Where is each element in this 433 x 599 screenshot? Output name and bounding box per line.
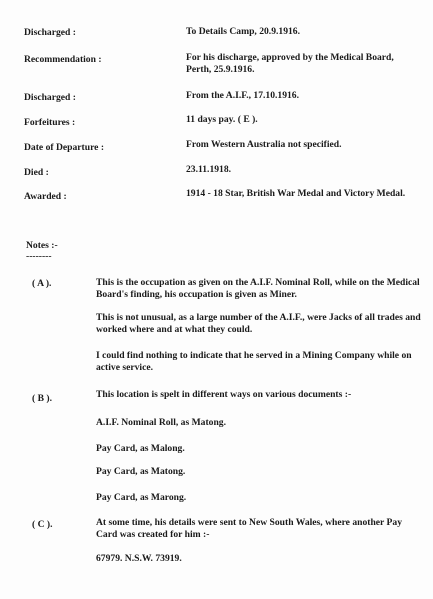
notes-heading: Notes :- [26,240,58,251]
note-b-item-1: A.I.F. Nominal Roll, as Matong. [96,417,226,428]
note-c-mark: ( C ). [32,519,53,530]
field-value-died: 23.11.1918. [186,164,232,175]
field-value-forfeitures: 11 days pay. ( E ). [186,114,258,125]
field-value-awarded: 1914 - 18 Star, British War Medal and Victory Medal. [186,188,406,199]
note-a-mark: ( A ). [32,278,52,289]
field-label-discharged-2: Discharged : [24,92,76,103]
note-a-paragraph-2: This is not unusual, as a large number of the A.I.F., were Jacks of all trades and worked where and at what they could. [96,312,421,335]
field-label-discharged-1: Discharged : [24,27,76,38]
field-value-date-of-departure: From Western Australia not specified. [186,139,342,150]
field-label-died: Died : [24,167,49,178]
field-label-date-of-departure: Date of Departure : [24,142,105,153]
field-value-recommendation: For his discharge, approved by the Medical Board, Perth, 25.9.1916. [186,52,394,75]
field-value-discharged-1: To Details Camp, 20.9.1916. [186,26,300,37]
note-b-item-4: Pay Card, as Marong. [96,492,187,503]
note-a-paragraph-1: This is the occupation as given on the A.I.F. Nominal Roll, while on the Medical Board's finding, his occupation is given as Miner. [96,277,420,300]
note-b-mark: ( B ). [32,393,52,404]
note-c-text: At some time, his details were sent to New South Wales, where another Pay Card was created for him :- [96,517,402,540]
notes-rule: -------- [26,251,52,262]
note-b-item-3: Pay Card, as Matong. [96,466,186,477]
note-b-item-2: Pay Card, as Malong. [96,443,185,454]
note-b-intro: This location is spelt in different ways on various documents :- [96,389,352,400]
field-value-discharged-2: From the A.I.F., 17.10.1916. [186,90,299,101]
field-label-awarded: Awarded : [24,191,67,202]
field-label-forfeitures: Forfeitures : [24,117,76,128]
note-a-paragraph-3: I could find nothing to indicate that he served in a Mining Company while on active service. [96,350,412,373]
note-c-numbers: 67979. N.S.W. 73919. [96,553,182,564]
field-label-recommendation: Recommendation : [24,54,102,65]
